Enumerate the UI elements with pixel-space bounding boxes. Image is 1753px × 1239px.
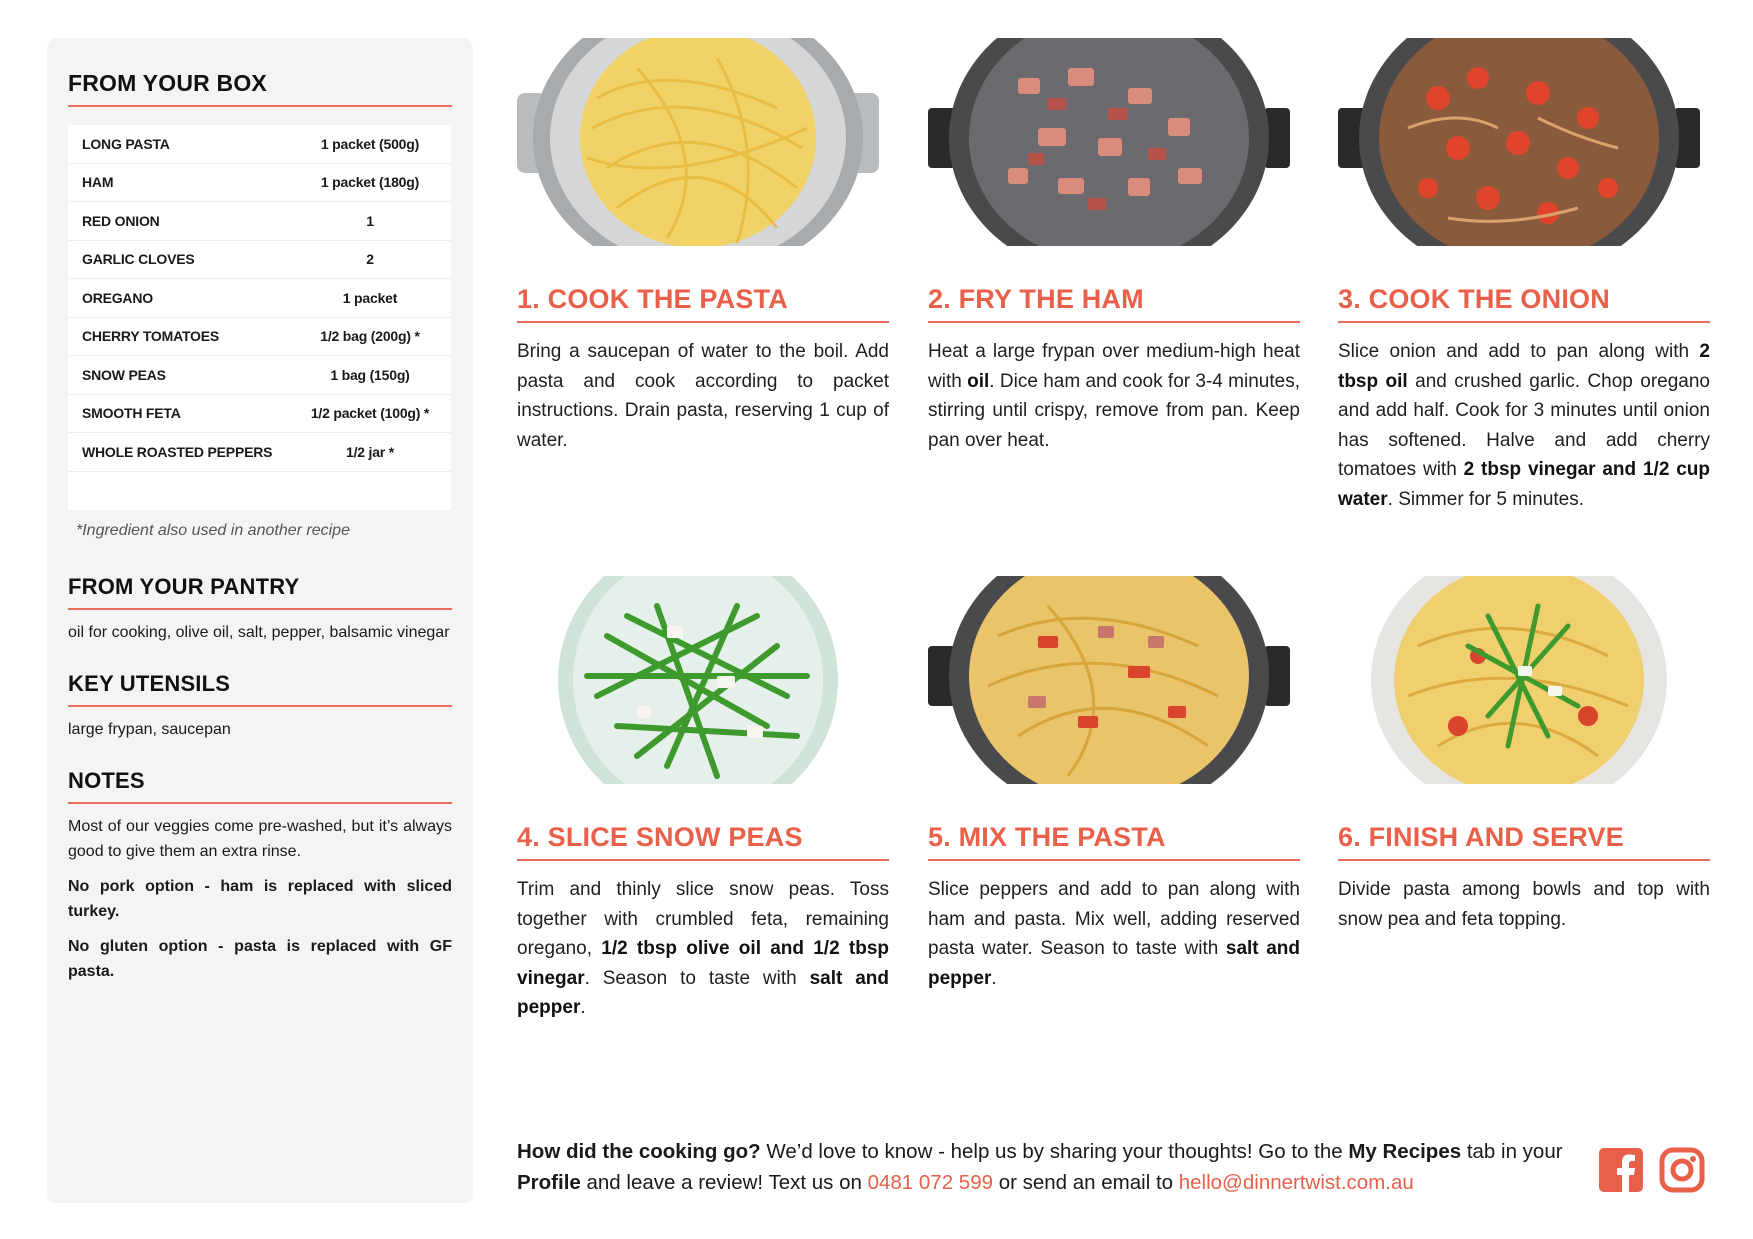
step-3-title: 3. COOK THE ONION [1338,284,1710,323]
step-text-run: . [991,967,997,989]
step-text-bold: 2 tbsp oil [1338,341,1710,392]
step-text-run: Divide pasta among bowls and top with snow pea and feta topping. [1338,879,1710,930]
onion-tomato-pan-image [1338,38,1700,246]
ingredient-qty: 1/2 bag (200g) * [320,328,420,345]
step-2-photo [928,38,1290,246]
ingredient-qty: 1/2 jar * [345,443,394,460]
ingredient-row [68,241,451,280]
utensils-section [68,671,452,742]
step-4-text [517,875,889,1023]
phone-link[interactable]: 0481 072 599 [867,1171,993,1194]
notes-heading: NOTES [68,768,452,804]
notes-section [68,768,452,984]
ingredient-name: SNOW PEAS [82,366,166,383]
ingredient-name: RED ONION [82,212,160,229]
step-text-bold: 2 tbsp vinegar and 1/2 cup water [1338,459,1710,510]
ingredient-qty: 1 packet (500g) [320,135,420,152]
step-2 [928,38,1300,455]
ingredient-row [68,318,451,357]
ingredient-name: LONG PASTA [82,135,170,152]
step-text-run: Heat a large frypan over medium-high heat with [928,341,1300,392]
step-text-run: Bring a saucepan of water to the boil. Add pasta and cook according to packet instructions. Drain pasta, reserving 1 cup of water. [517,341,889,451]
pasta-pot-image [517,38,879,246]
pantry-section [68,574,452,645]
step-text-bold: salt and pepper [928,938,1300,989]
step-6 [1338,576,1710,934]
ingredient-name: GARLIC CLOVES [82,251,195,268]
step-1-text [517,337,889,455]
step-text-run: Slice peppers and add to pan along with ham and pasta. Mix well, adding reserved pasta water. Season to taste with [928,879,1300,959]
step-6-text [1338,875,1710,934]
ingredient-name: CHERRY TOMATOES [82,328,220,345]
ingredient-row [68,395,451,434]
step-text-run: . Simmer for 5 minutes. [1387,488,1585,510]
step-text-bold: oil [967,370,990,392]
pantry-heading: FROM YOUR PANTRY [68,574,452,610]
step-text-bold: 1/2 tbsp olive oil and 1/2 tbsp vinegar [517,938,890,989]
ingredient-row [68,356,451,395]
step-text-run: and crushed garlic. Chop oregano and add half. Cook for 3 minutes until onion has softened. Halve and add cherry tomatoes with [1338,370,1710,480]
footer-text: tab in your [1461,1140,1563,1163]
ingredient-row [68,202,451,241]
step-5-photo [928,576,1290,784]
ingredient-qty: 2 [366,251,374,268]
step-text-run: . [580,997,586,1018]
email-link[interactable]: hello@dinnertwist.com.au [1178,1171,1414,1194]
step-3-photo [1338,38,1700,246]
step-5-text [928,875,1300,993]
step-6-title: 6. FINISH AND SERVE [1338,822,1710,861]
step-6-photo [1338,576,1700,784]
pantry-text: oil for cooking, olive oil, salt, pepper, balsamic vinegar [68,623,450,641]
step-5-title: 5. MIX THE PASTA [928,822,1300,861]
footer-profile: Profile [517,1171,581,1194]
utensils-heading: KEY UTENSILS [68,671,452,707]
step-3-text [1338,337,1710,514]
sidebar-panel [47,38,473,1203]
step-text-run: Slice onion and add to pan along with [1338,341,1700,362]
ingredient-row [68,279,451,318]
ham-frypan-image [928,38,1290,246]
ingredient-qty: 1 packet [342,289,398,306]
ingredient-qty: 1/2 packet (100g) * [310,405,430,422]
ingredient-name: SMOOTH FETA [82,405,181,422]
ingredient-qty: 1 [366,212,374,229]
ingredient-name: HAM [82,174,114,191]
step-4 [517,576,889,1023]
ingredient-footnote: *Ingredient also used in another recipe [76,521,350,539]
ingredient-name: WHOLE ROASTED PEPPERS [82,443,273,460]
instagram-icon[interactable] [1659,1147,1705,1193]
footer-text: We’d love to know - help us by sharing your thoughts! Go to the [760,1140,1349,1163]
ingredient-row [68,125,451,164]
pasta-mix-pan-image [928,576,1290,784]
utensils-text: large frypan, saucepan [68,720,231,738]
box-heading: FROM YOUR BOX [68,70,452,107]
ingredient-row [68,433,451,472]
step-2-title: 2. FRY THE HAM [928,284,1300,323]
facebook-icon[interactable] [1598,1147,1644,1193]
ingredient-name: OREGANO [82,289,153,306]
footer-my-recipes: My Recipes [1348,1140,1462,1163]
step-3 [1338,38,1710,514]
ingredient-qty: 1 packet (180g) [320,174,420,191]
notes-pork-option: No pork option - ham is replaced with sliced turkey. [68,877,452,920]
step-4-photo [517,576,879,784]
footer-text: and leave a review! Text us on [580,1171,868,1194]
step-1-title: 1. COOK THE PASTA [517,284,889,323]
ingredients-table [68,125,451,510]
step-text-run: Trim and thinly slice snow peas. Toss together with crumbled feta, remaining oregano, [517,879,889,959]
feedback-footer [517,1136,1577,1198]
ingredient-qty: 1 bag (150g) [330,366,410,383]
notes-text: Most of our veggies come pre-washed, but it’s always good to give them an extra rinse. [68,817,452,860]
step-text-bold: salt and pepper [517,967,889,1018]
notes-gluten-option: No gluten option - pasta is replaced with GF pasta. [68,937,452,980]
ingredient-row [68,164,451,203]
footer-question: How did the cooking go? [517,1140,761,1163]
step-1 [517,38,889,455]
footer-text: or send an email to [993,1171,1179,1194]
step-1-photo [517,38,879,246]
step-2-text [928,337,1300,455]
step-5 [928,576,1300,993]
snow-peas-bowl-image [517,576,879,784]
ingredient-row-empty [68,472,451,510]
served-pasta-bowl-image [1338,576,1700,784]
step-4-title: 4. SLICE SNOW PEAS [517,822,889,861]
step-text-run: . Season to taste with [584,967,810,989]
step-text-run: . Dice ham and cook for 3-4 minutes, stirring until crispy, remove from pan. Keep pan over heat. [928,370,1300,451]
